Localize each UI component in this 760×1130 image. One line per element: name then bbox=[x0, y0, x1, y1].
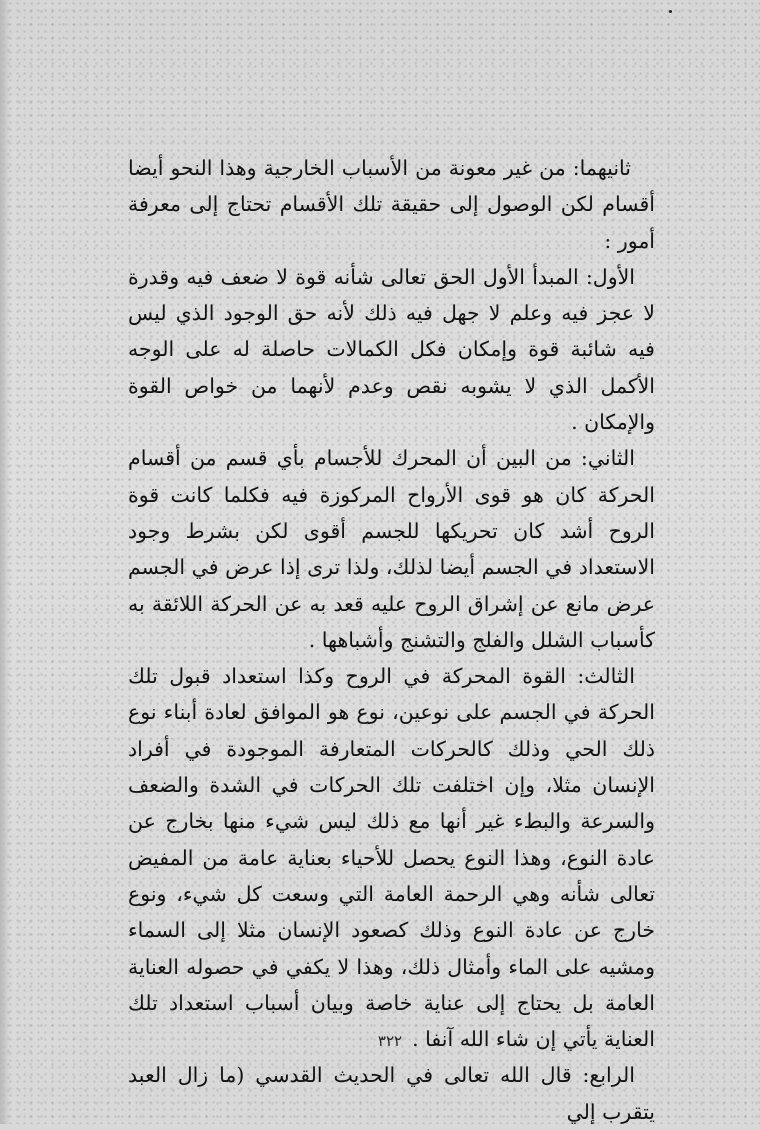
paragraph-fourth-point: الرابع: قال الله تعالى في الحديث القدسي (ما زال العبد يتقرب إلي bbox=[128, 1063, 655, 1124]
body-text bbox=[128, 150, 655, 1130]
paragraph-first-point: الأول: المبدأ الأول الحق تعالى شأنه قوة لا ضعف فيه وقدرة لا عجز فيه وعلم لا جهل فيه ذلك لأنه حق الوجود الذي ليس فيه شائبة قوة وإمكان فكل الكمالات حاصلة له على الوجه الأكمل الذي لا يشوبه نقص وعدم لأنهما من خواص القوة والإمكان . bbox=[128, 264, 655, 435]
paragraph-second-type: ثانيهما: من غير معونة من الأسباب الخارجية وهذا النحو أيضا أقسام لكن الوصول إلى حقيقة تلك الأقسام تحتاج إلى معرفة أمور : bbox=[128, 156, 655, 253]
paragraph-third-point: الثالث: القوة المحركة في الروح وكذا استعداد قبول تلك الحركة في الجسم على نوعين، نوع هو الموافق لعادة أبناء نوع ذلك الحي وذلك كالحركات المتعارفة الموجودة في أفراد الإنسان مثلا، وإن اختلفت تلك الحركات في الشدة والضعف والسرعة والبطء غير أنها مع ذلك ليس شيء منها بخارج عن عادة النوع، وهذا النوع يحصل للأحياء بعناية عامة من المفيض تعالى شأنه وهي الرحمة العامة التي وسعت كل شيء، ونوع خارج عن عادة النوع وذلك كصعود الإنسان مثلا إلى السماء ومشيه على الماء وأمثال ذلك، وهذا لا يكفي في حصوله العناية العامة بل يحتاج إلى عناية خاصة وبيان أسباب استعداد تلك العناية يأتي إن شاء الله آنفا . bbox=[128, 664, 655, 1052]
page-number: ٣٢٢ bbox=[377, 1032, 403, 1050]
page-edge-shadow bbox=[0, 0, 10, 1124]
speck-mark bbox=[669, 10, 672, 13]
paragraph-second-point: الثاني: من البين أن المحرك للأجسام بأي قسم من أقسام الحركة كان هو قوى الأرواح المركوزة فيه فكلما كانت قوة الروح أشد كان تحريكها للجسم أقوى لكن بشرط وجود الاستعداد في الجسم أيضا لذلك، ولذا ترى إذا عرض في الجسم عرض مانع عن إشراق الروح عليه قعد به عن الحركة اللائقة به كأسباب الشلل والفلج والتشنج وأشباهها . bbox=[128, 446, 655, 652]
